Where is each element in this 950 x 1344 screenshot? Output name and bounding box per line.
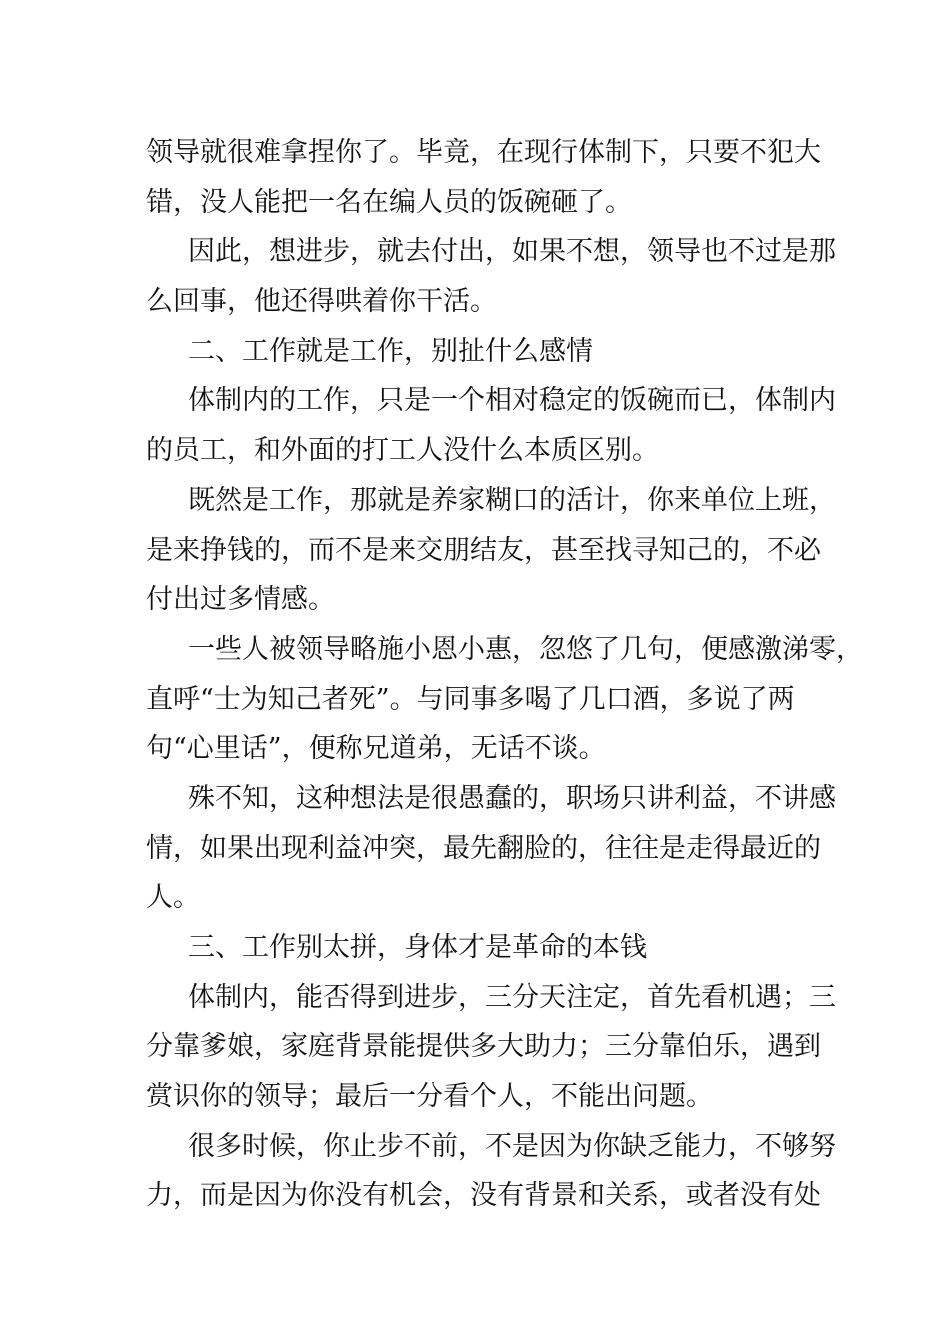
text-line: 情，如果出现利益冲突，最先翻脸的，往往是走得最近的 [146,832,821,864]
text-line: 领导就很难拿捏你了。毕竟，在现行体制下，只要不犯大 [146,137,821,168]
text-line: 付出过多情感。 [146,584,335,616]
text-line: 人。 [146,882,200,914]
text-line: 的员工，和外面的打工人没什么本质区别。 [146,435,659,467]
text-line: 殊不知，这种想法是很愚蠢的，职场只讲利益，不讲感 [188,782,836,814]
text-line: 体制内，能否得到进步，三分天注定，首先看机遇；三 [188,981,836,1013]
text-line: 分靠爹娘，家庭背景能提供多大助力；三分靠伯乐，遇到 [146,1031,821,1063]
text-line: 赏识你的领导；最后一分看个人，不能出问题。 [146,1081,713,1113]
section-heading: 三、工作别太拼，身体才是革命的本钱 [188,932,647,963]
text-line: 么回事，他还得哄着你干活。 [146,286,497,318]
body-text [146,128,863,1221]
text-line: 句“心里话”，便称兄道弟，无话不谈。 [146,733,606,765]
text-line: 很多时候，你止步不前，不是因为你缺乏能力，不够努 [188,1130,836,1162]
text-line: 体制内的工作，只是一个相对稳定的饭碗而已，体制内 [188,385,836,417]
text-line: 力，而是因为你没有机会，没有背景和关系，或者没有处 [146,1180,821,1212]
text-line: 既然是工作，那就是养家糊口的活计，你来单位上班， [188,484,836,516]
section-heading: 二、工作就是工作，别扯什么感情 [188,335,593,367]
text-line: 一些人被领导略施小恩小惠，忽悠了几句，便感激涕零， [188,633,863,665]
text-line: 错，没人能把一名在编人员的饭碗砸了。 [146,186,632,218]
text-line: 因此，想进步，就去付出，如果不想，领导也不过是那 [188,236,836,268]
text-line: 是来挣钱的，而不是来交朋结友，甚至找寻知己的，不必 [146,534,821,566]
text-line: 直呼“士为知己者死”。与同事多喝了几口酒，多说了两 [146,683,795,715]
